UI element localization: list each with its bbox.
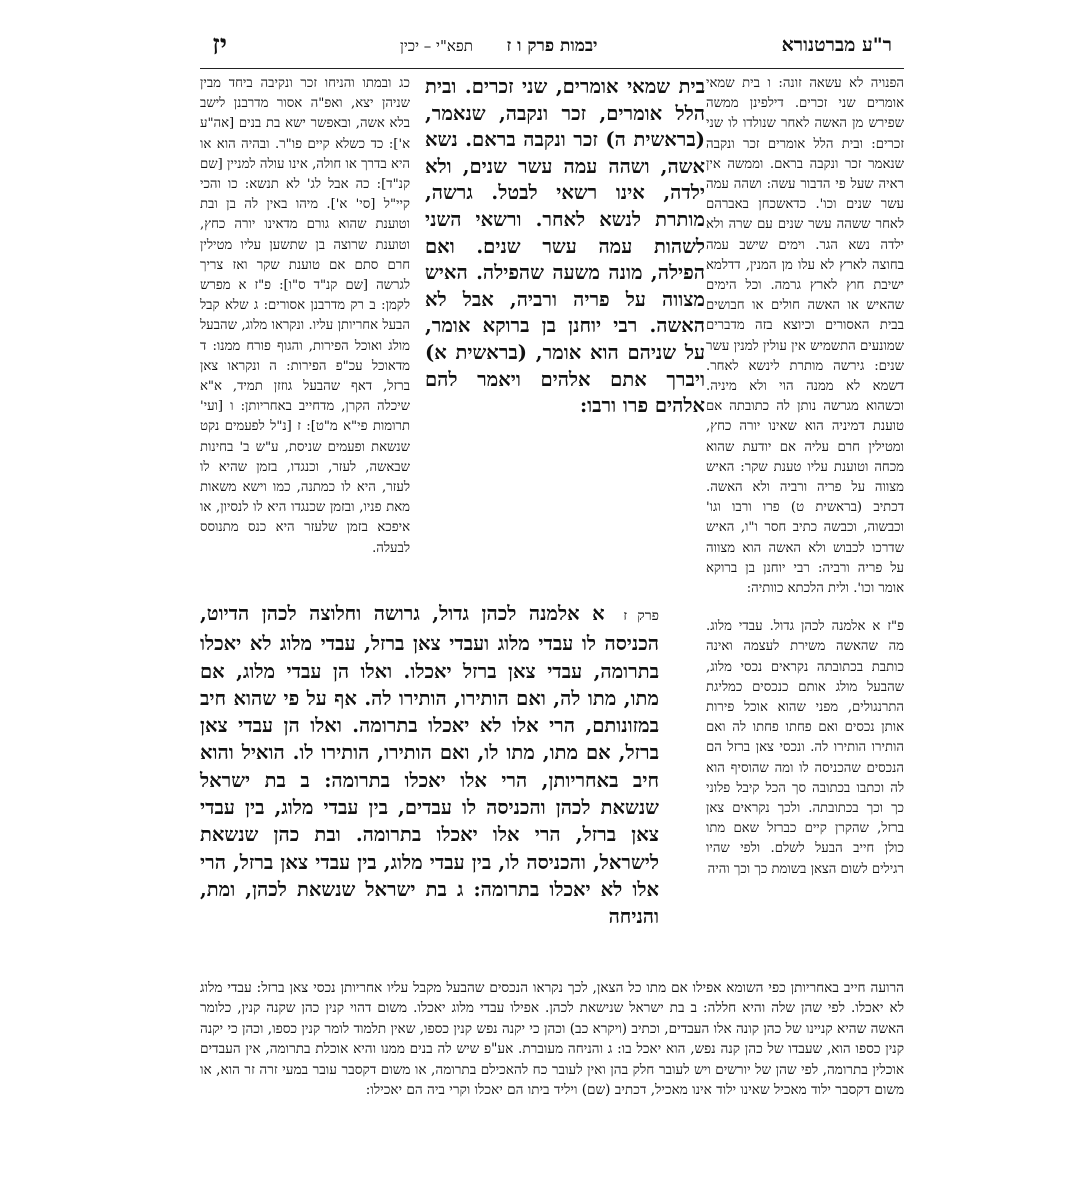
mishna-column [425, 74, 705, 594]
bartenura-bottom-text: הרועה חייב באחריותן כפי השומא אפילו אם מתו כל הצאן, לכך נקראו הנכסים שהבעל מקבל עליו אחריותן נכסי צאן ברזל: עבדי מלוג לא יאכלו. לפי שהן שלה והיא חללה: ב בת ישראל שנישאת לכהן. אפילו עבדי מלוג יאכלו. משום דהוי קנין כהן שקנה קנין, כלומר האשה שהיא קניינו של כהן קונה אלו העבדים, וכתיב (ויקרא כב) וכהן כי יקנה נפש קנין כספו, שאין תלמוד לומר קנין כספו, וכהן כי יקנה קנין כספו הוא, שעבדו של כהן קנה נפש, הוא יאכל בו: ג והניחה מעוברת. אע"פ שיש לה בנים ממנו והיא אוכלת בתרומה, אין העבדים אוכלין בתרומה, לפי שהן של יורשים ויש לעובר חלק בהן ואין לעובר כח להאכילם בתרומה, או משום דקסבר עובר במעי זרה זר הוא, או משום דקסבר ילוד מאכיל שאינו ילוד אינו מאכיל, דכתיב (שם) ויליד ביתו הם יאכלו וקרי ביה הם יאכילו: [200, 979, 904, 1099]
mishna-chapter-6-text: בית שמאי אומרים, שני זכרים. ובית הלל אומרים, זכר ונקבה, שנאמר, (בראשית ה) זכר ונקבה בראם. נשא אשה, ושהה עמה עשר שנים, ולא ילדה, אינו רשאי לבטל. גרשה, מותרת לנשא לאחר. ורשאי השני לשהות עמה עשר שנים. ואם הפילה, מונה משעה שהפילה. האיש מצווה על פריה ורביה, אבל לא האשה. רבי יוחנן בן ברוקא אומר, על שניהם הוא אומר, (בראשית א) ויברך אתם אלהים ויאמר להם אלהים פרו ורבו: [425, 75, 705, 418]
bartenura-commentary-ch7 [706, 604, 904, 934]
chapter-7-label: פרק ז [623, 608, 660, 624]
tractate-chapter-heading: יבמות פרק ו ז [506, 36, 598, 56]
header-divider [200, 68, 904, 69]
commentary-title: ר"ע מברטנורא [781, 34, 892, 56]
tiferet-yisrael-commentary [200, 74, 410, 670]
bartenura-ch7-text: פ"ז א אלמנה לכהן גדול. עבדי מלוג. מה שהאשה משירת לעצמה ואינה כותבת בכתובתה נקראים נכסי מלוג, שהבעל מולג אותם כנכסים כמליגת התרנגולים, מפני שהוא אוכל פירות אותן נכסים ואם פחתו פחתו לה ואם הותירו הותירו לה. ונכסי צאן ברזל הם הנכסים שהכניסה לו ומה שהוסיף הוא לה וכתבו בכתובה סך הכל קיבל פלוני כך וכך בכתובתה. ולכך נקראים צאן ברזל, שהקרן קיים כברזל שאם מתו כולן חייב הבעל לשלם. ולפי שהיו רגילים לשום הצאן בשומת כך וכך והיה [706, 619, 904, 877]
bartenura-commentary-top [706, 74, 904, 600]
bartenura-commentary-bottom [200, 964, 904, 1139]
page-header [200, 28, 904, 68]
bartenura-text: הפנויה לא עשאה זונה: ו בית שמאי אומרים שני זכרים. דילפינן ממשה שפירש מן האשה לאחר שנולדו לו שני זכרים: ובית הלל אומרים זכר ונקבה שנאמר זכר ונקבה בראם. וממשה אין ראיה שעל פי הדבור עשה: ושהה עמה עשר שנים וכו'. כדאשכחן באברהם לאחר ששהה עשר שנים עם שרה ולא ילדה נשא הגר. וימים שישב עמה בחוצה לארץ לא עלו מן המנין, דדלמא ישיבת חוץ לארץ גרמה. וכל הימים שהאיש או האשה חולים או חבושים בבית האסורים וכיוצא בזה מדברים שמונעים התשמיש אין עולין למנין עשר שנים: גירשה מותרת לינשא לאחר. דשמא לא ממנה הוי ולא מיניה. וכשהוא מגרשה נותן לה כתובתה אם טוענת דמיניה הוא שאינו יורה כחץ, ומטילין חרם עליה אם יודעת שהוא מכחה וטוענת עליו טענת שקר: האיש מצווה על פריה ורביה ולא האשה. דכתיב (בראשית ט) פרו ורבו וגו' וכבשוה, וכבשה כתיב חסר ו"ו, האיש שדרכו לכבוש ולא האשה הוא מצווה על פריה ורביה: רבי יוחנן בן ברוקא אומר וכו'. ולית הלכתא כוותיה: [706, 76, 904, 597]
commentary-range: תפא"י – יכין [400, 37, 473, 55]
mishna-chapter-7-text: א אלמנה לכהן גדול, גרושה וחלוצה לכהן הדיוט, הכניסה לו עבדי מלוג ועבדי צאן ברזל, עבדי מלוג לא יאכלו בתרומה, עבדי צאן ברזל יאכלו. ואלו הן עבדי מלוג, אם מתו, מתו לה, ואם הותירו, הותירו לה. אף על פי שהוא חיב במזונותם, הרי אלו לא יאכלו בתרומה. ואלו הן עבדי צאן ברזל, אם מתו, מתו לו, ואם הותירו, הותירו לו. הואיל והוא חיב באחריותן, הרי אלו יאכלו בתרומה: ב בת ישראל שנשאת לכהן והכניסה לו עבדים, בין עבדי מלוג, בין עבדי צאן ברזל, הרי אלו יאכלו בתרומה. ובת כהן שנשאת לישראל, והכניסה לו, בין עבדי מלוג, בין עבדי צאן ברזל, הרי אלו לא יאכלו בתרומה: ג בת ישראל שנשאת לכהן, ומת, והניחה [200, 602, 659, 929]
mishna-chapter-7-block [200, 600, 660, 929]
page-number: יז [212, 28, 228, 61]
tiferet-text: כג ובמתו והניחו זכר ונקיבה ביחד מבין שניהן יצא, ואפ"ה אסור מדרבנן לישב בלא אשה, ובאפשר ישא בת בנים [אה"ע א']: כד כשלא קיים פו"ר. ובהיה הוא או היא בדרך או חולה, אינו עולה למניין [שם קנ"ד]: כה אבל לג' לא תנשא: כו והכי קיי"ל [סי' א']. מיהו באין לה בן ובת וטוענת שהוא גורם מדאינו יורה כחץ, וטוענת שרוצה בן שתשען עליו מטילין חרם סתם אם טוענת שקר ואז צריך לגרשה [שם קנ"ד ס"ו]: פ"ז א מפרש לקמן: ב רק מדרבנן אסורים: ג שלא קבל הבעל אחריותן עליו. ונקראו מלוג, שהבעל מולג ואוכל הפירות, והגוף פורח ממנו: ד מדאוכל עכ"פ הפירות: ה ונקראו צאן ברזל, דאף שהבעל גוזזן תמיד, א"א שיכלה הקרן, מדחייב באחריותן: ו [ועי' תרומות פי"א מ"ט]: ז [נ"ל לפעמים נקט שנשאת ופעמים שניסת, ע"ש ב' בחינות שבאשה, לעזר, וכנגדו, בזמן שהיא לו לעזר, היא לו כמתנה, כמו וישא משאות מאת פניו, ובזמן שכנגדו היא לו לנסיון, או איפכא בזמן שלעזר היא כנס מתנוסס לבעלה. [200, 76, 410, 556]
